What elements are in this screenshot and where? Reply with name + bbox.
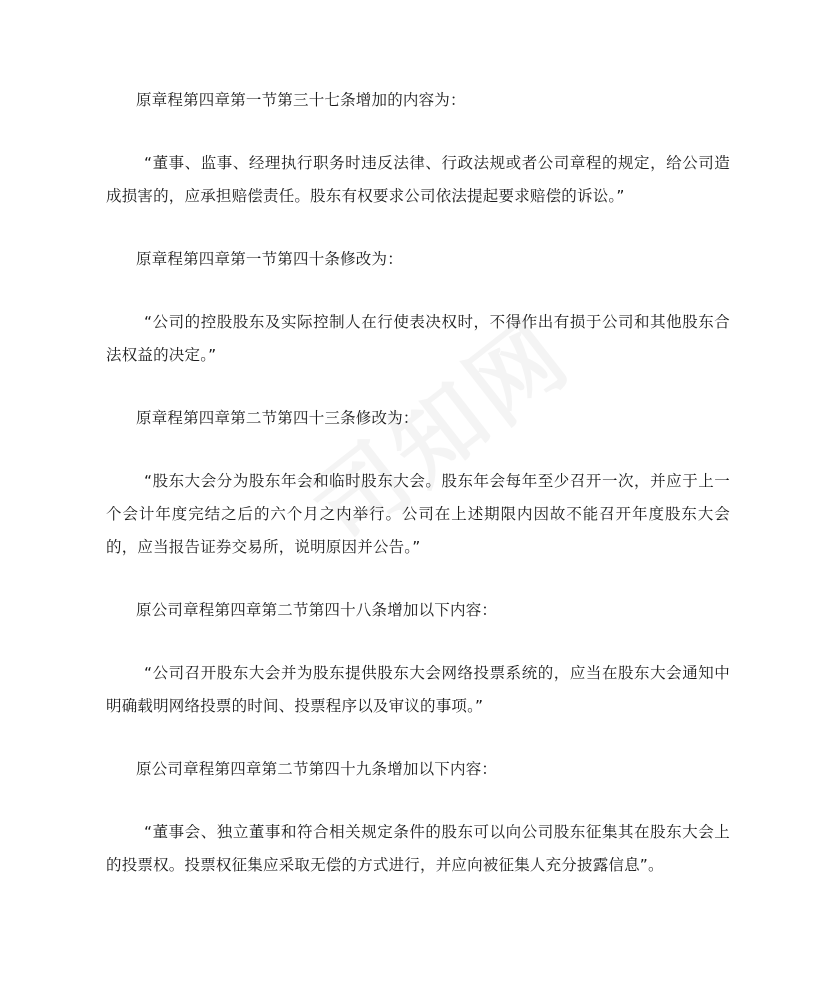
document-body	[106, 84, 730, 882]
article-heading-43: 原章程第四章第二节第四十三条修改为：	[136, 409, 419, 427]
article-quote-37: “董事、监事、经理执行职务时违反法律、行政法规或者公司章程的规定，给公司造成损害的，应承担赔偿责任。股东有权要求公司依法提起要求赔偿的诉讼。”	[106, 154, 730, 205]
article-quote-40: “公司的控股股东及实际控制人在行使表决权时，不得作出有损于公司和其他股东合法权益的决定。”	[106, 313, 730, 364]
article-heading-49: 原公司章程第四章第二节第四十九条增加以下内容：	[136, 760, 498, 778]
article-quote-49: “董事会、独立董事和符合相关规定条件的股东可以向公司股东征集其在股东大会上的投票权。投票权征集应采取无偿的方式进行，并应向被征集人充分披露信息”。	[106, 823, 730, 874]
article-heading-48: 原公司章程第四章第二节第四十八条增加以下内容：	[136, 601, 498, 619]
article-heading-37: 原章程第四章第一节第三十七条增加的内容为：	[136, 91, 466, 109]
article-quote-43: “股东大会分为股东年会和临时股东大会。股东年会每年至少召开一次，并应于上一个会计年度完结之后的六个月之内举行。公司在上述期限内因故不能召开年度股东大会的，应当报告证券交易所，说明原因并公告。”	[106, 472, 730, 556]
article-heading-40: 原章程第四章第一节第四十条修改为：	[136, 250, 403, 268]
article-quote-48: “公司召开股东大会并为股东提供股东大会网络投票系统的，应当在股东大会通知中明确载明网络投票的时间、投票程序以及审议的事项。”	[106, 664, 730, 715]
